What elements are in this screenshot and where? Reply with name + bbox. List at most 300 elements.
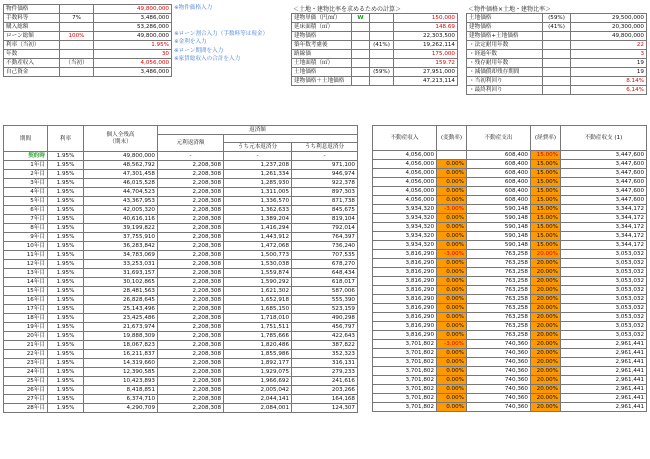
total-repay-cell: 2,208,308 xyxy=(158,305,224,314)
expense-cell: 590,148 xyxy=(467,214,531,223)
rate-cell: 1.95% xyxy=(48,350,84,359)
period-cell: 16年目 xyxy=(4,296,48,305)
interest-cell: 279,233 xyxy=(292,368,358,377)
principal-cell: 2,084,001 xyxy=(224,404,292,413)
period-cell: 1年目 xyxy=(4,161,48,170)
table-row xyxy=(373,241,647,250)
table-row xyxy=(373,295,647,304)
expense-cell: 608,400 xyxy=(467,160,531,169)
ratio-label: 路線価 xyxy=(292,50,352,59)
ratio-pct xyxy=(370,50,394,59)
total-repay-cell: 2,208,308 xyxy=(158,350,224,359)
rate-cell: 1.95% xyxy=(48,323,84,332)
table-row xyxy=(373,268,647,277)
col-repay: 返済額 xyxy=(158,126,358,135)
price-value: 6.14% xyxy=(571,86,647,95)
rate-cell: 1.95% xyxy=(48,188,84,197)
net-cell: 3,053,032 xyxy=(561,250,647,259)
interest-cell: 678,270 xyxy=(292,260,358,269)
income-cell: 4,056,000 xyxy=(373,151,437,160)
total-repay-cell: 2,208,308 xyxy=(158,188,224,197)
principal-cell: 1,820,486 xyxy=(224,341,292,350)
price-pct xyxy=(543,41,571,50)
table-row xyxy=(4,368,358,377)
ratio-label: 建物単価（円/㎡） xyxy=(292,14,352,23)
rate-cell: 1.95% xyxy=(48,206,84,215)
expense-rate-cell: 20.00% xyxy=(531,322,561,331)
income-cell: 3,816,290 xyxy=(373,313,437,322)
table-row xyxy=(4,314,358,323)
period-cell: 8年目 xyxy=(4,224,48,233)
col-total-repay: 元利返済額 xyxy=(158,135,224,152)
change-cell: 0.00% xyxy=(437,394,467,403)
principal-cell: 1,751,511 xyxy=(224,323,292,332)
price-pct xyxy=(543,68,571,77)
rate-cell: 1.95% xyxy=(48,152,84,161)
col-expense: 不動産支出 xyxy=(467,126,531,151)
ratio-pct xyxy=(370,32,394,41)
col-rate: 利率 xyxy=(48,126,84,152)
expense-rate-cell: 20.00% xyxy=(531,403,561,412)
input-notes xyxy=(174,4,284,72)
col-change: (変動率) xyxy=(437,126,467,151)
input-sub xyxy=(60,5,94,14)
net-cell: 3,447,600 xyxy=(561,169,647,178)
principal-cell: 1,261,334 xyxy=(224,170,292,179)
period-cell: 27年目 xyxy=(4,395,48,404)
expense-cell: 763,258 xyxy=(467,304,531,313)
rate-cell: 1.95% xyxy=(48,368,84,377)
input-sub: （当初） xyxy=(60,59,94,68)
input-row xyxy=(4,68,172,77)
input-value: 1.95% xyxy=(94,41,172,50)
expense-cell: 590,148 xyxy=(467,205,531,214)
net-cell: 3,053,032 xyxy=(561,331,647,340)
input-note: ※ローン期間を入力 xyxy=(174,47,224,54)
expense-rate-cell: 15.00% xyxy=(531,223,561,232)
price-pct: (41%) xyxy=(543,23,571,32)
period-cell: 25年目 xyxy=(4,377,48,386)
balance-cell: 31,693,157 xyxy=(84,269,158,278)
principal-cell: 1,362,633 xyxy=(224,206,292,215)
income-cell: 3,934,320 xyxy=(373,241,437,250)
table-row xyxy=(4,287,358,296)
expense-rate-cell: 20.00% xyxy=(531,349,561,358)
input-note xyxy=(174,64,284,73)
table-row xyxy=(4,152,358,161)
ratio-value: 19,262,114 xyxy=(394,41,458,50)
income-cell: 3,934,320 xyxy=(373,205,437,214)
principal-cell: 1,389,204 xyxy=(224,215,292,224)
interest-cell: 316,131 xyxy=(292,359,358,368)
rate-cell: 1.95% xyxy=(48,341,84,350)
ratio-label: 築年数考慮後 xyxy=(292,41,352,50)
price-label: 建物価格 xyxy=(467,23,543,32)
balance-cell: 47,301,458 xyxy=(84,170,158,179)
price-row xyxy=(467,86,647,95)
table-row xyxy=(373,187,647,196)
table-row xyxy=(373,376,647,385)
expense-rate-cell: 15.00% xyxy=(531,160,561,169)
ratio-row xyxy=(292,50,458,59)
table-row xyxy=(373,367,647,376)
total-repay-cell: 2,208,308 xyxy=(158,224,224,233)
interest-cell: 792,014 xyxy=(292,224,358,233)
interest-cell: 352,323 xyxy=(292,350,358,359)
total-repay-cell: 2,208,308 xyxy=(158,278,224,287)
table-row xyxy=(373,358,647,367)
table-row xyxy=(4,206,358,215)
principal-cell: 1,237,208 xyxy=(224,161,292,170)
expense-cell: 763,258 xyxy=(467,250,531,259)
table-row xyxy=(373,313,647,322)
balance-cell: 25,143,496 xyxy=(84,305,158,314)
expense-cell: 763,258 xyxy=(467,331,531,340)
price-value: 8.14% xyxy=(571,77,647,86)
expense-cell: 740,360 xyxy=(467,385,531,394)
expense-rate-cell: 15.00% xyxy=(531,178,561,187)
period-cell: 15年目 xyxy=(4,287,48,296)
change-cell: 0.00% xyxy=(437,241,467,250)
total-repay-cell: 2,208,308 xyxy=(158,287,224,296)
change-cell: -3.00% xyxy=(437,250,467,259)
balance-cell: 49,800,000 xyxy=(84,152,158,161)
balance-cell: 46,015,528 xyxy=(84,179,158,188)
income-cell: 4,056,000 xyxy=(373,160,437,169)
ratio-label: 建物価格 xyxy=(292,32,352,41)
ratio-value: 175,000 xyxy=(394,50,458,59)
interest-cell: 422,643 xyxy=(292,332,358,341)
income-cell: 4,056,000 xyxy=(373,196,437,205)
income-cell: 3,701,802 xyxy=(373,385,437,394)
change-cell: 0.00% xyxy=(437,376,467,385)
expense-rate-cell: 15.00% xyxy=(531,214,561,223)
interest-cell: 164,168 xyxy=(292,395,358,404)
price-value: 49,800,000 xyxy=(571,32,647,41)
change-cell: 0.00% xyxy=(437,295,467,304)
principal-cell: 1,929,075 xyxy=(224,368,292,377)
expense-rate-cell: 20.00% xyxy=(531,385,561,394)
balance-cell: 21,673,974 xyxy=(84,323,158,332)
rate-cell: 1.95% xyxy=(48,296,84,305)
income-cell: 3,934,320 xyxy=(373,232,437,241)
period-cell: 22年目 xyxy=(4,350,48,359)
interest-cell: 456,797 xyxy=(292,323,358,332)
principal-cell: 1,855,986 xyxy=(224,350,292,359)
balance-cell: 19,888,309 xyxy=(84,332,158,341)
rate-cell: 1.95% xyxy=(48,197,84,206)
input-sub xyxy=(60,41,94,50)
input-sub xyxy=(60,68,94,77)
ratio-row xyxy=(292,23,458,32)
change-cell: 0.00% xyxy=(437,232,467,241)
balance-cell: 34,783,069 xyxy=(84,251,158,260)
ratio-label: 延床面積（㎡） xyxy=(292,23,352,32)
balance-cell: 39,199,822 xyxy=(84,224,158,233)
interest-cell: 618,017 xyxy=(292,278,358,287)
rate-cell: 1.95% xyxy=(48,386,84,395)
interest-cell: 922,378 xyxy=(292,179,358,188)
net-cell: 3,447,600 xyxy=(561,178,647,187)
total-repay-cell: 2,208,308 xyxy=(158,395,224,404)
period-cell: 23年目 xyxy=(4,359,48,368)
price-value: 3 xyxy=(571,50,647,59)
price-ratio-title: ＜物件価格×土地・建物比率＞ xyxy=(468,6,552,13)
price-row xyxy=(467,59,647,68)
rate-cell: 1.95% xyxy=(48,404,84,413)
principal-cell: 2,005,042 xyxy=(224,386,292,395)
period-cell: 10年目 xyxy=(4,242,48,251)
balance-cell: 23,425,486 xyxy=(84,314,158,323)
table-row xyxy=(4,242,358,251)
income-cell: 3,701,802 xyxy=(373,340,437,349)
ratio-mark xyxy=(352,32,370,41)
total-repay-cell: 2,208,308 xyxy=(158,404,224,413)
input-sub: 7% xyxy=(60,14,94,23)
rate-cell: 1.95% xyxy=(48,224,84,233)
price-label: ・経過年数 xyxy=(467,50,543,59)
table-row xyxy=(373,160,647,169)
table-row xyxy=(373,385,647,394)
input-sub xyxy=(60,50,94,59)
price-pct xyxy=(543,77,571,86)
income-cell: 3,701,802 xyxy=(373,367,437,376)
ratio-mark xyxy=(352,50,370,59)
expense-rate-cell: 20.00% xyxy=(531,367,561,376)
price-pct: (59%) xyxy=(543,14,571,23)
period-cell: 19年目 xyxy=(4,323,48,332)
col-principal: うち元本返済分 xyxy=(224,143,292,152)
col-interest: うち利息返済分 xyxy=(292,143,358,152)
price-label: ・減価償却残存期間 xyxy=(467,68,543,77)
change-cell: 0.00% xyxy=(437,268,467,277)
interest-cell: - xyxy=(292,152,358,161)
interest-cell: 648,434 xyxy=(292,269,358,278)
rate-cell: 1.95% xyxy=(48,215,84,224)
period-cell: 24年目 xyxy=(4,368,48,377)
ratio-label: 土地価格 xyxy=(292,68,352,77)
balance-cell: 14,319,660 xyxy=(84,359,158,368)
income-cell: 4,056,000 xyxy=(373,187,437,196)
table-row xyxy=(4,305,358,314)
table-row xyxy=(373,178,647,187)
balance-cell: 43,367,953 xyxy=(84,197,158,206)
table-row xyxy=(373,286,647,295)
price-label: 土地価格 xyxy=(467,14,543,23)
principal-cell: 1,718,010 xyxy=(224,314,292,323)
change-cell: -3.00% xyxy=(437,340,467,349)
table-row xyxy=(4,269,358,278)
total-repay-cell: 2,208,308 xyxy=(158,314,224,323)
price-value: 22 xyxy=(571,41,647,50)
period-cell: 12年目 xyxy=(4,260,48,269)
price-label: ・法定耐用年数 xyxy=(467,41,543,50)
ratio-mark xyxy=(352,59,370,68)
change-cell: 0.00% xyxy=(437,322,467,331)
balance-cell: 42,005,320 xyxy=(84,206,158,215)
interest-cell: 871,738 xyxy=(292,197,358,206)
income-cell: 3,816,290 xyxy=(373,322,437,331)
balance-cell: 37,755,910 xyxy=(84,233,158,242)
input-value: 3,486,000 xyxy=(94,68,172,77)
income-cell: 3,816,290 xyxy=(373,331,437,340)
principal-cell: 1,966,692 xyxy=(224,377,292,386)
income-cell: 3,701,802 xyxy=(373,376,437,385)
table-row xyxy=(4,323,358,332)
land-building-ratio-table xyxy=(291,13,458,86)
price-row xyxy=(467,68,647,77)
expense-rate-cell: 20.00% xyxy=(531,376,561,385)
balance-cell: 26,828,645 xyxy=(84,296,158,305)
period-cell: 14年目 xyxy=(4,278,48,287)
ratio-label: 建物価格＋土地価格 xyxy=(292,77,352,86)
expense-rate-cell: 20.00% xyxy=(531,331,561,340)
income-cell: 3,816,290 xyxy=(373,277,437,286)
table-row xyxy=(4,350,358,359)
table-row xyxy=(373,277,647,286)
rate-cell: 1.95% xyxy=(48,251,84,260)
input-sub xyxy=(60,23,94,32)
period-cell: 17年目 xyxy=(4,305,48,314)
rate-cell: 1.95% xyxy=(48,332,84,341)
interest-cell: 819,104 xyxy=(292,215,358,224)
table-row xyxy=(373,196,647,205)
price-row xyxy=(467,14,647,23)
input-note: ※ローン割合入力（手数料等は現金） xyxy=(174,30,269,37)
interest-cell: 587,006 xyxy=(292,287,358,296)
expense-rate-cell: 15.00% xyxy=(531,196,561,205)
net-cell: 3,053,032 xyxy=(561,268,647,277)
period-cell: 6年目 xyxy=(4,206,48,215)
input-note xyxy=(174,21,284,30)
total-repay-cell: 2,208,308 xyxy=(158,170,224,179)
input-note: ※物件価格入力 xyxy=(174,5,213,11)
period-cell: 20年目 xyxy=(4,332,48,341)
table-row xyxy=(373,403,647,412)
total-repay-cell: 2,208,308 xyxy=(158,323,224,332)
net-cell: 3,447,600 xyxy=(561,196,647,205)
rate-cell: 1.95% xyxy=(48,395,84,404)
table-row xyxy=(4,179,358,188)
ratio-row xyxy=(292,32,458,41)
period-cell: 21年目 xyxy=(4,341,48,350)
expense-cell: 740,360 xyxy=(467,358,531,367)
expense-rate-cell: 20.00% xyxy=(531,250,561,259)
change-cell: 0.00% xyxy=(437,358,467,367)
balance-cell: 10,423,893 xyxy=(84,377,158,386)
expense-rate-cell: 20.00% xyxy=(531,304,561,313)
income-cell: 3,816,290 xyxy=(373,295,437,304)
net-cell: 3,344,172 xyxy=(561,214,647,223)
expense-cell: 763,258 xyxy=(467,277,531,286)
expense-cell: 740,360 xyxy=(467,394,531,403)
total-repay-cell: 2,208,308 xyxy=(158,260,224,269)
interest-cell: 845,675 xyxy=(292,206,358,215)
balance-cell: 33,253,031 xyxy=(84,260,158,269)
net-cell: 2,961,441 xyxy=(561,394,647,403)
expense-cell: 740,360 xyxy=(467,340,531,349)
col-expense-rate: (経費率) xyxy=(531,126,561,151)
price-label: 建物価格+土地価格 xyxy=(467,32,543,41)
balance-cell: 44,704,523 xyxy=(84,188,158,197)
change-cell: 0.00% xyxy=(437,169,467,178)
expense-cell: 763,258 xyxy=(467,313,531,322)
period-cell: 契約時 xyxy=(4,152,48,161)
price-value: 29,500,000 xyxy=(571,14,647,23)
interest-cell: 124,307 xyxy=(292,404,358,413)
expense-cell: 608,400 xyxy=(467,178,531,187)
net-cell: 2,961,441 xyxy=(561,349,647,358)
input-label: 手数料等 xyxy=(4,14,60,23)
ratio-mark xyxy=(352,68,370,77)
table-row xyxy=(373,232,647,241)
price-pct xyxy=(543,86,571,95)
expense-cell: 608,400 xyxy=(467,169,531,178)
rate-cell: 1.95% xyxy=(48,179,84,188)
net-cell: 2,961,441 xyxy=(561,403,647,412)
net-cell: 3,344,172 xyxy=(561,232,647,241)
period-cell: 11年目 xyxy=(4,251,48,260)
principal-cell: 1,785,666 xyxy=(224,332,292,341)
col-income: 不動産収入 xyxy=(373,126,437,151)
total-repay-cell: 2,208,308 xyxy=(158,215,224,224)
principal-cell: 1,472,068 xyxy=(224,242,292,251)
input-value: 3,486,000 xyxy=(94,14,172,23)
income-cell: 3,701,802 xyxy=(373,394,437,403)
net-cell: 3,053,032 xyxy=(561,286,647,295)
balance-cell: 30,102,865 xyxy=(84,278,158,287)
ratio-pct xyxy=(370,59,394,68)
ratio-row xyxy=(292,59,458,68)
ratio-value: 159.72 xyxy=(394,59,458,68)
principal-cell: 1,685,150 xyxy=(224,305,292,314)
income-cell: 3,701,802 xyxy=(373,358,437,367)
change-cell: 0.00% xyxy=(437,214,467,223)
total-repay-cell: 2,208,308 xyxy=(158,341,224,350)
col-period: 期間 xyxy=(4,126,48,152)
input-label: 自己資金 xyxy=(4,68,60,77)
total-repay-cell: 2,208,308 xyxy=(158,179,224,188)
table-row xyxy=(373,169,647,178)
price-pct xyxy=(543,59,571,68)
balance-cell: 40,616,116 xyxy=(84,215,158,224)
balance-cell: 36,283,842 xyxy=(84,242,158,251)
period-cell: 7年目 xyxy=(4,215,48,224)
total-repay-cell: 2,208,308 xyxy=(158,359,224,368)
total-repay-cell: 2,208,308 xyxy=(158,197,224,206)
expense-cell: 740,360 xyxy=(467,403,531,412)
net-cell: 3,447,600 xyxy=(561,151,647,160)
income-cell: 4,056,000 xyxy=(373,169,437,178)
price-pct xyxy=(543,32,571,41)
price-pct xyxy=(543,50,571,59)
period-cell: 26年目 xyxy=(4,386,48,395)
income-cell: 3,816,290 xyxy=(373,268,437,277)
expense-rate-cell: 20.00% xyxy=(531,286,561,295)
income-cell: 3,701,802 xyxy=(373,403,437,412)
expense-cell: 740,360 xyxy=(467,376,531,385)
table-row xyxy=(373,304,647,313)
principal-cell: 1,285,930 xyxy=(224,179,292,188)
input-row xyxy=(4,5,172,14)
expense-rate-cell: 20.00% xyxy=(531,340,561,349)
input-value: 30 xyxy=(94,50,172,59)
loan-input-table xyxy=(3,4,172,77)
ratio-pct xyxy=(370,23,394,32)
principal-cell: 1,500,773 xyxy=(224,251,292,260)
total-repay-cell: - xyxy=(158,152,224,161)
table-row xyxy=(373,214,647,223)
